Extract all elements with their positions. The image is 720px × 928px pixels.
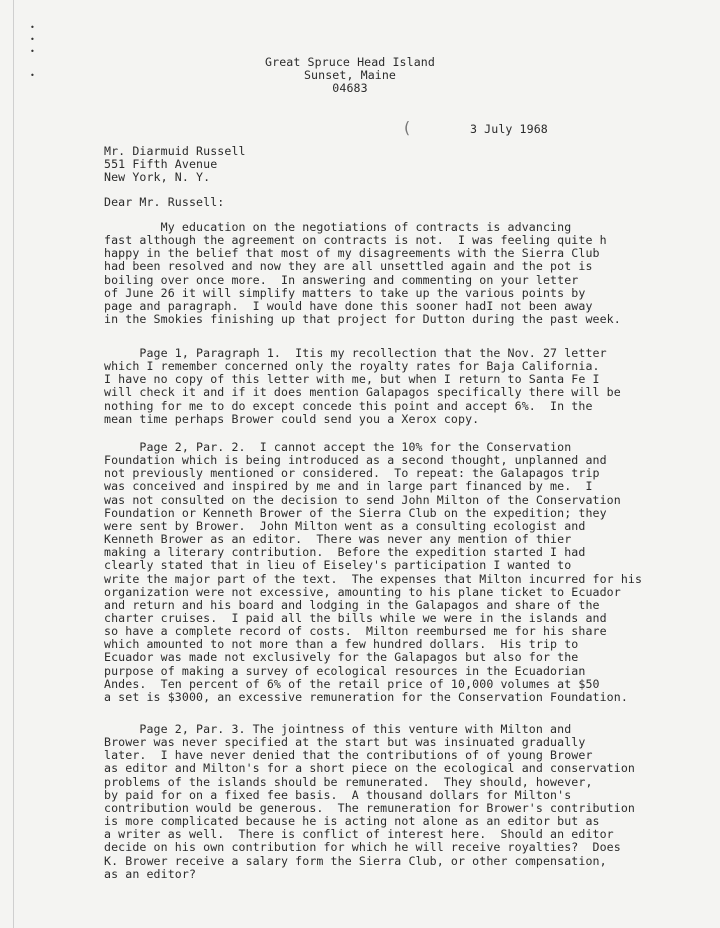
paragraph-line: not previously mentioned or considered. To repeat: the Galapagos trip [104, 466, 600, 481]
paragraph-line: page and paragraph. I would have done this sooner hadI not been away [104, 298, 593, 313]
paragraph-line: a writer as well. There is conflict of interest here. Should an editor [104, 827, 614, 842]
paragraph-line: had been resolved and now they are all unsettled again and the pot is [104, 259, 593, 274]
paragraph-line: nothing for me to do except concede this point and accept 6%. In the [104, 398, 593, 413]
recipient-line-3: New York, N. Y. [104, 170, 211, 184]
paragraph-line: charter cruises. I paid all the bills while we were in the islands and [104, 610, 607, 625]
paragraph-line: boiling over once more. In answering and commenting on your letter [104, 272, 579, 287]
paragraph-line: Page 1, Paragraph 1. Itis my recollection that the Nov. 27 letter [104, 346, 607, 360]
paragraph-line: decide on his own contribution for which he will receive royalties? Does [104, 840, 621, 855]
paragraph-line: which amounted to not more than a few hundred dollars. His trip to [104, 637, 579, 652]
paragraph-line: Foundation which is being introduced as a second thought, unplanned and [104, 453, 607, 468]
paragraph-line: a set is $3000, an excessive remuneration for the Conservation Foundation. [104, 689, 628, 704]
paragraph-line: so have a complete record of costs. Milton reembursed me for his share [104, 624, 607, 639]
paragraph-line: happy in the belief that most of my disagreements with the Sierra Club [104, 246, 600, 261]
paragraph-line: Foundation or Kenneth Brower of the Sierra Club on the expedition; they [104, 505, 607, 520]
paragraph-line: Page 2, Par. 3. The jointness of this venture with Milton and [104, 722, 572, 736]
paragraph-line: purpose of making a survey of ecological resources in the Ecuadorian [104, 663, 586, 678]
paragraph-line: organization were not excessive, amounting to his plane ticket to Ecuador [104, 584, 621, 599]
salutation: Dear Mr. Russell: [104, 195, 225, 209]
paragraph-line: was not consulted on the decision to send John Milton of the Conservation [104, 492, 621, 507]
paragraph-line: Page 2, Par. 2. I cannot accept the 10% for the Conservation [104, 440, 572, 454]
paragraph-line: fast although the agreement on contracts is not. I was feeling quite h [104, 233, 607, 248]
paragraph-line: were sent by Brower. John Milton went as a consulting ecologist and [104, 518, 586, 533]
paragraph-line: making a literary contribution. Before the expedition started I had [104, 545, 586, 560]
paragraph-line: by paid for on a fixed fee basis. A thousand dollars for Milton's [104, 787, 572, 802]
paragraph-line: K. Brower receive a salary form the Sierra Club, or other compensation, [104, 853, 607, 868]
paragraph-line: Brower was never specified at the start but was insinuated gradually [104, 735, 586, 750]
paragraph-line: mean time perhaps Brower could send you a Xerox copy. [104, 411, 480, 426]
paragraph-line: Andes. Ten percent of 6% of the retail price of 10,000 volumes at $50 [104, 676, 600, 691]
paragraph-line: My education on the negotiations of contracts is advancing [104, 220, 572, 234]
letter-date: 3 July 1968 [470, 122, 548, 136]
paragraph-line: Kenneth Brower as an editor. There was never any mention of thier [104, 532, 572, 547]
letterhead-line-1: Great Spruce Head Island [265, 55, 435, 69]
paragraph-line: Ecuador was made not exclusively for the Galapagos but also for the [104, 650, 579, 665]
binder-marks: • • • • [30, 23, 35, 80]
paragraph-line: later. I have never denied that the contributions of of young Brower [104, 748, 593, 763]
paragraph-line: was conceived and inspired by me and in large part financed by me. I [104, 479, 593, 494]
paragraph-line: of June 26 it will simplify matters to take up the various points by [104, 285, 586, 300]
paragraph-line: problems of the islands should be remunerated. They should, however, [104, 774, 593, 789]
paragraph-line: as editor and Milton's for a short piece on the ecological and conservation [104, 761, 636, 776]
paragraph-line: as an editor? [104, 866, 197, 881]
paragraph-line: clearly stated that in lieu of Eiseley's participation I wanted to [104, 558, 572, 573]
paragraph-line: contribution would be generous. The remuneration for Brower's contribution [104, 800, 636, 815]
letterhead-line-3: 04683 [332, 81, 368, 95]
paragraph-line: will check it and if it does mention Galapagos specifically there will be [104, 385, 621, 400]
paragraph-line: write the major part of the text. The expenses that Milton incurred for his [104, 571, 643, 586]
recipient-line-2: 551 Fifth Avenue [104, 157, 218, 171]
paragraph-line: is more complicated because he is acting not alone as an editor but as [104, 814, 600, 829]
recipient-line-1: Mr. Diarmuid Russell [104, 144, 246, 158]
pencil-mark: ( [402, 118, 412, 137]
paragraph-line: which I remember concerned only the royalty rates for Baja California. [104, 359, 600, 374]
paragraph-line: in the Smokies finishing up that project for Dutton during the past week. [104, 312, 621, 327]
letterhead-line-2: Sunset, Maine [303, 68, 397, 82]
paragraph-line: I have no copy of this letter with me, but when I return to Santa Fe I [104, 372, 600, 387]
paragraph-line: and return and his board and lodging in the Galapagos and share of the [104, 597, 600, 612]
